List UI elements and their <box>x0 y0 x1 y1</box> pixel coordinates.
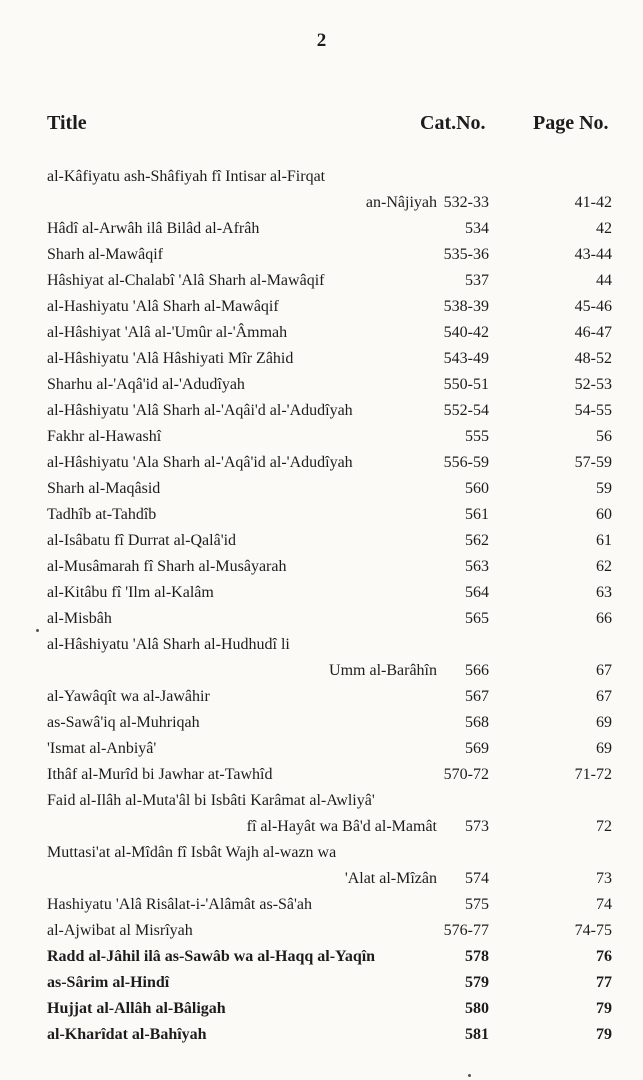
entry-page-no: 73 <box>596 870 612 887</box>
entry-cat-no: 581 <box>465 1026 489 1043</box>
entry-title: Ithâf al-Murîd bi Jawhar at-Tawhîd <box>47 766 273 783</box>
entry-page-no: 74-75 <box>574 922 612 939</box>
catalog-row <box>0 216 643 242</box>
column-header-cat-no: Cat.No. <box>420 112 486 134</box>
entry-page-no: 71-72 <box>574 766 612 783</box>
entry-title: Sharh al-Maqâsid <box>47 480 161 497</box>
entry-cat-no: 537 <box>465 272 489 289</box>
catalog-row <box>0 398 643 424</box>
entry-cat-no: 552-54 <box>443 402 489 419</box>
entry-cat-no: 534 <box>465 220 489 237</box>
entry-title-continuation: an-Nâjiyah <box>365 194 437 211</box>
entry-title: Hashiyatu 'Alâ Risâlat-i-'Alâmât as-Sâ'ah <box>47 896 313 913</box>
catalog-row <box>0 528 643 554</box>
entry-page-no: 77 <box>596 974 612 991</box>
print-speck <box>468 1074 471 1077</box>
catalog-row <box>0 632 643 684</box>
entry-cat-no: 538-39 <box>443 298 489 315</box>
entry-title: al-Hâshiyatu 'Alâ Sharh al-'Aqâi'd al-'Adudîyah <box>47 402 353 419</box>
catalog-row <box>0 788 643 840</box>
entry-cat-no: 573 <box>465 818 489 835</box>
entry-cat-no: 535-36 <box>443 246 489 263</box>
entry-page-no: 76 <box>596 948 612 965</box>
entry-title: al-Hashiyatu 'Alâ Sharh al-Mawâqif <box>47 298 279 315</box>
entry-title-continuation: fî al-Hayât wa Bâ'd al-Mamât <box>246 818 437 835</box>
catalog-row <box>0 450 643 476</box>
catalog-row <box>0 242 643 268</box>
column-header-page-no: Page No. <box>533 112 609 134</box>
entry-title: as-Sârim al-Hindî <box>47 974 170 991</box>
entry-page-no: 54-55 <box>574 402 612 419</box>
entry-title: Tadhîb at-Tahdîb <box>47 506 157 523</box>
catalog-row <box>0 346 643 372</box>
entry-title: al-Hâshiyatu 'Alâ Sharh al-Hudhudî li <box>47 636 290 653</box>
print-speck <box>36 629 39 632</box>
catalog-row <box>0 840 643 892</box>
entry-page-no: 45-46 <box>574 298 612 315</box>
entry-page-no: 44 <box>596 272 612 289</box>
entry-cat-no: 564 <box>465 584 489 601</box>
entry-page-no: 59 <box>596 480 612 497</box>
entry-cat-no: 560 <box>465 480 489 497</box>
catalog-row <box>0 944 643 970</box>
entry-title: al-Misbâh <box>47 610 112 627</box>
entry-cat-no: 562 <box>465 532 489 549</box>
entry-title: al-Kharîdat al-Bahîyah <box>47 1026 207 1043</box>
catalog-row <box>0 294 643 320</box>
entry-page-no: 69 <box>596 714 612 731</box>
entry-page-no: 42 <box>596 220 612 237</box>
entry-title: as-Sawâ'iq al-Muhriqah <box>47 714 200 731</box>
entry-title: al-Yawâqît wa al-Jawâhir <box>47 688 210 705</box>
entry-title: Radd al-Jâhil ilâ as-Sawâb wa al-Haqq al-Yaqîn <box>47 948 376 965</box>
entry-cat-no: 532-33 <box>443 194 489 211</box>
catalog-row <box>0 554 643 580</box>
entry-cat-no: 565 <box>465 610 489 627</box>
entry-cat-no: 550-51 <box>443 376 489 393</box>
entry-cat-no: 561 <box>465 506 489 523</box>
entry-title: Hujjat al-Allâh al-Bâligah <box>47 1000 226 1017</box>
catalog-row <box>0 684 643 710</box>
entry-title: al-Kâfiyatu ash-Shâfiyah fî Intisar al-Firqat <box>47 168 326 185</box>
catalog-row <box>0 580 643 606</box>
entry-page-no: 43-44 <box>574 246 612 263</box>
catalog-row <box>0 372 643 398</box>
catalog-row <box>0 424 643 450</box>
entry-cat-no: 574 <box>465 870 489 887</box>
catalog-row <box>0 996 643 1022</box>
entry-page-no: 46-47 <box>574 324 612 341</box>
entry-title: al-Hâshiyatu 'Alâ Hâshiyati Mîr Zâhid <box>47 350 294 367</box>
entry-cat-no: 540-42 <box>443 324 489 341</box>
entry-page-no: 72 <box>596 818 612 835</box>
entry-page-no: 67 <box>596 662 612 679</box>
entry-page-no: 56 <box>596 428 612 445</box>
entry-title: Hâdî al-Arwâh ilâ Bilâd al-Afrâh <box>47 220 260 237</box>
catalog-row <box>0 918 643 944</box>
catalog-row <box>0 268 643 294</box>
entry-cat-no: 566 <box>465 662 489 679</box>
entry-title: 'Ismat al-Anbiyâ' <box>47 740 157 757</box>
entry-title: al-Isâbatu fî Durrat al-Qalâ'id <box>47 532 237 549</box>
column-header-title: Title <box>47 112 87 134</box>
catalog-row <box>0 606 643 632</box>
entry-page-no: 48-52 <box>574 350 612 367</box>
catalog-row <box>0 320 643 346</box>
entry-cat-no: 578 <box>465 948 489 965</box>
entry-page-no: 57-59 <box>574 454 612 471</box>
catalog-row <box>0 970 643 996</box>
entry-cat-no: 569 <box>465 740 489 757</box>
entry-title: Fakhr al-Hawashî <box>47 428 162 445</box>
page-number: 2 <box>316 30 327 51</box>
catalog-row <box>0 1022 643 1048</box>
entry-page-no: 66 <box>596 610 612 627</box>
catalog-row <box>0 502 643 528</box>
entry-title: Hâshiyat al-Chalabî 'Alâ Sharh al-Mawâqif <box>47 272 325 289</box>
catalog-row <box>0 762 643 788</box>
entry-page-no: 52-53 <box>574 376 612 393</box>
entry-page-no: 79 <box>596 1000 612 1017</box>
entry-title: Muttasi'at al-Mîdân fî Isbât Wajh al-wazn wa <box>47 844 337 861</box>
entry-title: al-Musâmarah fî Sharh al-Musâyarah <box>47 558 287 575</box>
entry-cat-no: 563 <box>465 558 489 575</box>
catalog-row <box>0 736 643 762</box>
catalog-row <box>0 892 643 918</box>
catalog-row <box>0 710 643 736</box>
catalog-list <box>0 164 643 1048</box>
entry-cat-no: 556-59 <box>443 454 489 471</box>
entry-title: al-Kitâbu fî 'Ilm al-Kalâm <box>47 584 214 601</box>
catalog-row <box>0 476 643 502</box>
entry-title-continuation: 'Alat al-Mîzân <box>344 870 437 887</box>
entry-cat-no: 579 <box>465 974 489 991</box>
entry-page-no: 41-42 <box>574 194 612 211</box>
entry-cat-no: 543-49 <box>443 350 489 367</box>
entry-cat-no: 576-77 <box>443 922 489 939</box>
entry-page-no: 61 <box>596 532 612 549</box>
entry-title: al-Hâshiyat 'Alâ al-'Umûr al-'Âmmah <box>47 324 288 341</box>
entry-title: Sharh al-Mawâqif <box>47 246 163 263</box>
entry-title: al-Hâshiyatu 'Ala Sharh al-'Aqâ'id al-'Adudîyah <box>47 454 353 471</box>
entry-title: Sharhu al-'Aqâ'id al-'Adudîyah <box>47 376 245 393</box>
entry-cat-no: 568 <box>465 714 489 731</box>
entry-cat-no: 575 <box>465 896 489 913</box>
table-header <box>0 112 643 142</box>
entry-title: Faid al-Ilâh al-Muta'âl bi Isbâti Karâmat al-Awliyâ' <box>47 792 375 809</box>
entry-page-no: 63 <box>596 584 612 601</box>
entry-title-continuation: Umm al-Barâhîn <box>329 662 437 679</box>
entry-cat-no: 555 <box>465 428 489 445</box>
entry-page-no: 74 <box>596 896 612 913</box>
entry-page-no: 60 <box>596 506 612 523</box>
catalog-row <box>0 164 643 216</box>
entry-cat-no: 570-72 <box>443 766 489 783</box>
entry-cat-no: 567 <box>465 688 489 705</box>
entry-page-no: 79 <box>596 1026 612 1043</box>
entry-page-no: 69 <box>596 740 612 757</box>
entry-page-no: 62 <box>596 558 612 575</box>
entry-title: al-Ajwibat al Misrîyah <box>47 922 193 939</box>
entry-cat-no: 580 <box>465 1000 489 1017</box>
entry-page-no: 67 <box>596 688 612 705</box>
